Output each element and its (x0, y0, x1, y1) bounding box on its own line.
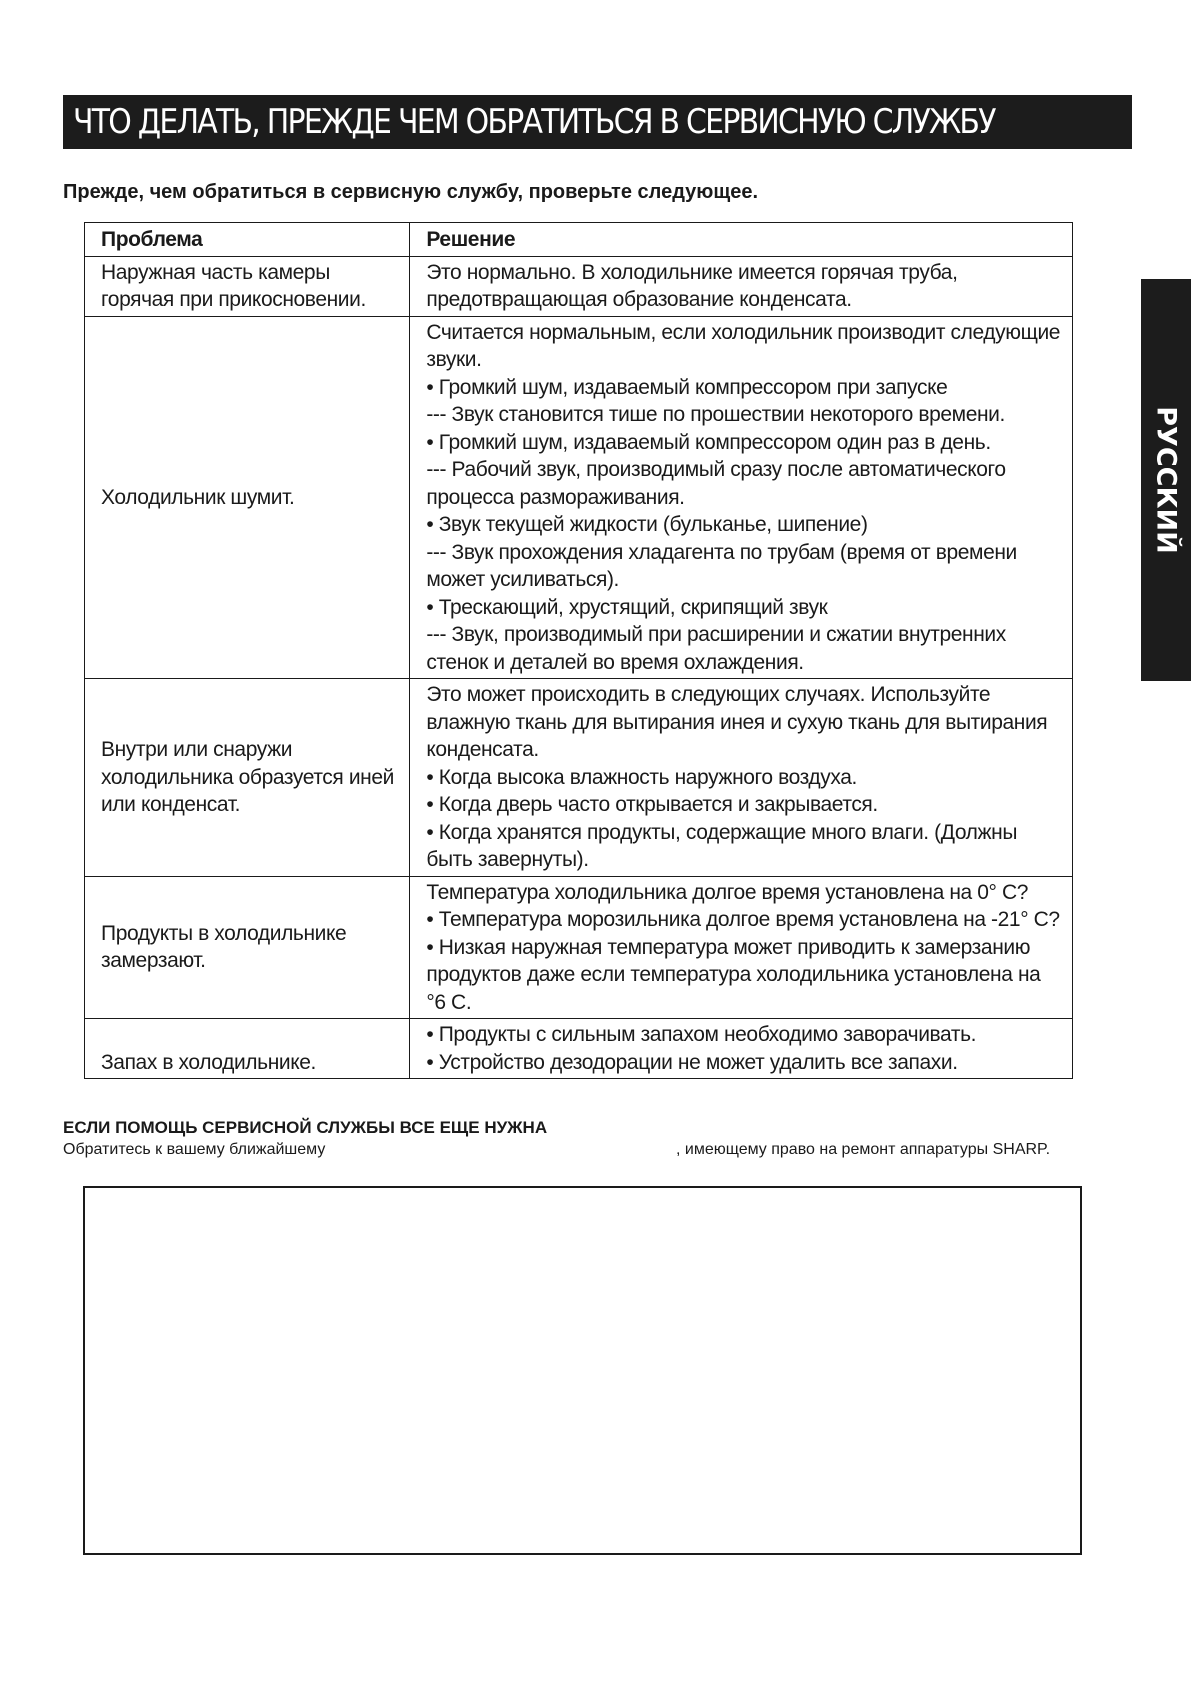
solution-line: Температура холодильника долгое время установлена на 0° C? (426, 880, 1028, 904)
solution-line: может усиливаться). (426, 568, 619, 591)
solution-line: --- Рабочий звук, производимый сразу после автоматического (426, 458, 1006, 481)
problem-cell (85, 1019, 410, 1079)
table-row (85, 679, 1073, 877)
solution-line: • Звук текущей жидкости (бульканье, шипение) (426, 513, 868, 536)
solution-line: --- Звук, производимый при расширении и сжатии внутренних (426, 623, 1006, 646)
service-text-left: Обратитесь к вашему ближайшему (63, 1141, 326, 1158)
problem-cell (85, 679, 410, 877)
solution-line: • Температура морозильника долгое время установлена на -21° C? (426, 908, 1060, 931)
problem-cell (85, 876, 410, 1019)
header-problem: Проблема (85, 223, 410, 257)
solution-line: • Низкая наружная температура может приводить к замерзанию (426, 935, 1031, 959)
solution-line: • Громкий шум, издаваемый компрессором при запуске (426, 375, 948, 399)
solution-line: °6 C. (426, 990, 472, 1014)
table-row (85, 256, 1073, 316)
solution-line: звуки. (426, 348, 482, 371)
service-contact-box (83, 1186, 1082, 1555)
problem-line: горячая при прикосновении. (101, 288, 366, 311)
page-title: ЧТО ДЕЛАТЬ, ПРЕЖДЕ ЧЕМ ОБРАТИТЬСЯ В СЕРВИСНУЮ СЛУЖБУ (73, 102, 995, 142)
table-row (85, 1019, 1073, 1079)
solution-line: • Когда дверь часто открывается и закрывается. (426, 793, 878, 816)
solution-line: • Трескающий, хрустящий, скрипящий звук (426, 595, 828, 619)
solution-cell (410, 1019, 1073, 1079)
solution-cell (410, 876, 1073, 1019)
page-title-bar (63, 95, 1132, 149)
solution-line: Это нормально. В холодильнике имеется горячая труба, (426, 260, 958, 284)
header-solution: Решение (410, 223, 1073, 257)
solution-line: • Когда хранятся продукты, содержащие много влаги. (Должны (426, 820, 1018, 844)
table-row (85, 876, 1073, 1019)
solution-cell (410, 679, 1073, 877)
solution-line: предотвращающая образование конденсата. (426, 288, 852, 311)
solution-line: продуктов даже если температура холодильника установлена на (426, 963, 1041, 986)
problem-line: Запах в холодильнике. (101, 1050, 316, 1074)
solution-line: быть завернуты). (426, 848, 589, 871)
problem-line: Продукты в холодильнике (101, 921, 347, 945)
solution-line: конденсата. (426, 738, 539, 761)
page-subtitle: Прежде, чем обратиться в сервисную службу, проверьте следующее. (63, 181, 759, 203)
problem-line: Холодильник шумит. (101, 485, 295, 509)
table-row (85, 316, 1073, 679)
solution-line: • Устройство дезодорации не может удалить все запахи. (426, 1050, 958, 1074)
table-header-row (85, 223, 1073, 257)
problem-line: Наружная часть камеры (101, 260, 330, 284)
solution-line: Считается нормальным, если холодильник производит следующие (426, 320, 1061, 344)
solution-cell (410, 256, 1073, 316)
solution-cell (410, 316, 1073, 679)
solution-line: • Продукты с сильным запахом необходимо заворачивать. (426, 1023, 977, 1046)
solution-line: процесса размораживания. (426, 485, 685, 509)
problem-cell (85, 256, 410, 316)
solution-line: Это может происходить в следующих случаях. Используйте (426, 683, 991, 706)
problem-line: или конденсат. (101, 793, 241, 816)
solution-line: --- Звук становится тише по прошествии некоторого времени. (426, 403, 1005, 426)
problem-line: Внутри или снаружи (101, 738, 293, 761)
language-tab (1141, 279, 1191, 681)
problem-line: замерзают. (101, 949, 206, 973)
language-tab-label: РУССКИЙ (1150, 406, 1182, 554)
solution-line: • Громкий шум, издаваемый компрессором один раз в день. (426, 430, 991, 454)
solution-line: --- Звук прохождения хладагента по трубам (время от времени (426, 540, 1017, 564)
problem-line: холодильника образуется иней (101, 765, 394, 789)
service-text-right: , имеющему право на ремонт аппаратуры SHARP. (676, 1141, 1051, 1158)
solution-line: стенок и деталей во время охлаждения. (426, 650, 804, 674)
service-section-title: ЕСЛИ ПОМОЩЬ СЕРВИСНОЙ СЛУЖБЫ ВСЕ ЕЩЕ НУЖНА (63, 1118, 548, 1137)
troubleshooting-table (84, 222, 1073, 1079)
solution-line: • Когда высока влажность наружного воздуха. (426, 765, 857, 789)
problem-cell (85, 316, 410, 679)
solution-line: влажную ткань для вытирания инея и сухую ткань для вытирания (426, 710, 1048, 734)
